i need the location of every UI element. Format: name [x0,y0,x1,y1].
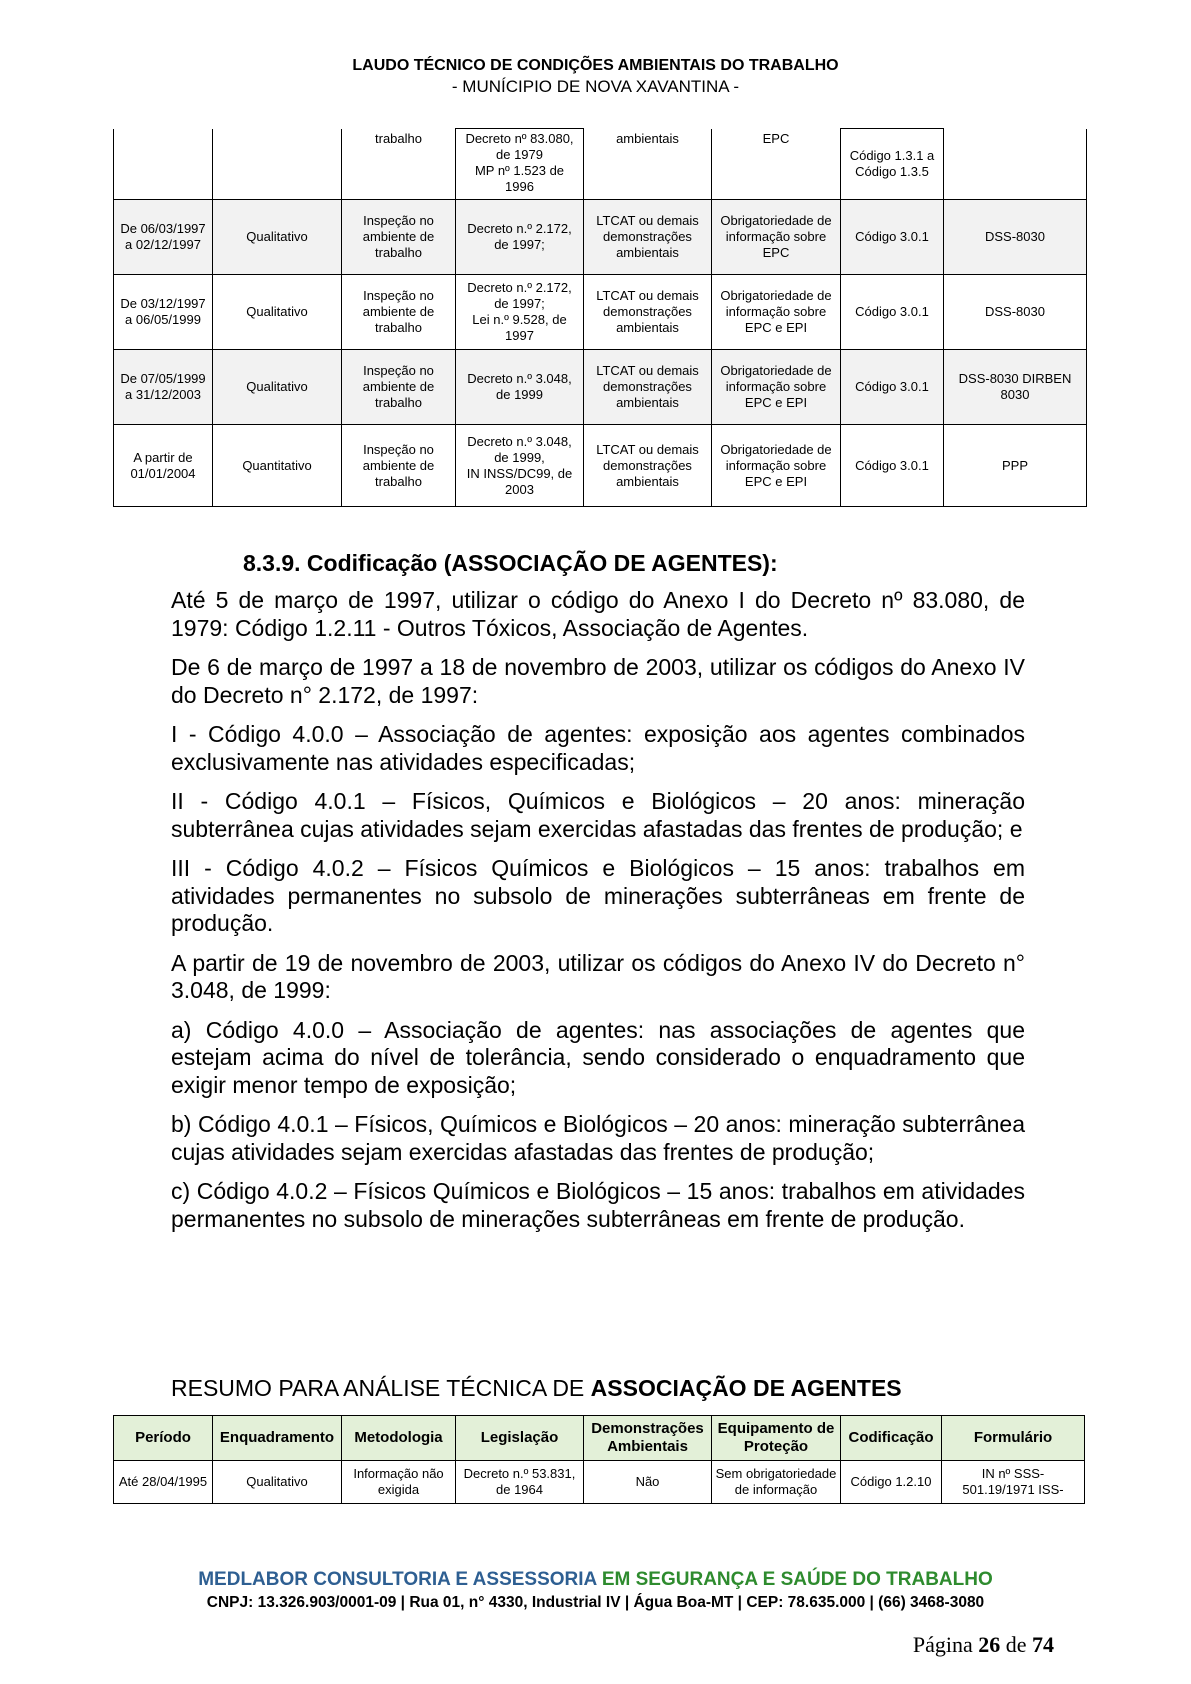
table-cell: Obrigatoriedade de informação sobre EPC e EPI [712,425,841,507]
table-cell: LTCAT ou demais demonstrações ambientais [584,275,712,350]
column-header: Codificação [841,1416,942,1461]
table-cell: Não [584,1461,712,1504]
table-cell: Obrigatoriedade de informação sobre EPC [712,200,841,275]
section-body [171,587,1025,1245]
table-cell: LTCAT ou demais demonstrações ambientais [584,200,712,275]
page-header [0,56,1191,98]
table-row [114,200,1087,275]
table-cell [944,129,1087,200]
table-cell: Obrigatoriedade de informação sobre EPC e EPI [712,350,841,425]
table-cell: Código 3.0.1 [841,350,944,425]
table-cell: Decreto n.º 53.831, de 1964 [456,1461,584,1504]
paragraph: De 6 de março de 1997 a 18 de novembro de 2003, utilizar os códigos do Anexo IV do Decreto n° 2.172, de 1997: [171,654,1025,708]
paragraph: b) Código 4.0.1 – Físicos, Químicos e Biológicos – 20 anos: mineração subterrânea cujas atividades sejam exercidas afastadas das frentes de produção; [171,1111,1025,1165]
periods-table [113,128,1087,507]
table-row [114,425,1087,507]
paragraph: A partir de 19 de novembro de 2003, utilizar os códigos do Anexo IV do Decreto n° 3.048, de 1999: [171,949,1025,1003]
paragraph: c) Código 4.0.2 – Físicos Químicos e Biológicos – 15 anos: trabalhos em atividades permanentes no subsolo de minerações subterrâneas em frente de produção. [171,1178,1025,1232]
table-cell: Inspeção no ambiente de trabalho [342,425,456,507]
table-cell: Decreto n.º 2.172, de 1997; [456,200,584,275]
column-header: Período [114,1416,213,1461]
table-cell: Qualitativo [213,275,342,350]
table-cell: Decreto nº 83.080, de 1979 MP nº 1.523 de 1996 [456,129,584,200]
table-cell: LTCAT ou demais demonstrações ambientais [584,425,712,507]
table-cell: DSS-8030 DIRBEN 8030 [944,350,1087,425]
table-cell: Código 1.3.1 a Código 1.3.5 [841,129,944,200]
table-cell: Decreto n.º 3.048, de 1999, IN INSS/DC99, de 2003 [456,425,584,507]
company-name [0,1568,1191,1592]
table-cell: trabalho [342,129,456,200]
summary-table [113,1415,1085,1504]
table-cell: De 07/05/1999 a 31/12/2003 [114,350,213,425]
table-cell [114,129,213,200]
table-cell: Código 1.2.10 [841,1461,942,1504]
paragraph: II - Código 4.0.1 – Físicos, Químicos e Biológicos – 20 anos: mineração subterrânea cujas atividades sejam exercidas afastadas das frentes de produção; e [171,788,1025,842]
page-label: Página [912,1632,979,1657]
table-cell: Qualitativo [213,350,342,425]
summary-heading-prefix: RESUMO PARA ANÁLISE TÉCNICA DE [171,1375,591,1401]
column-header: Formulário [942,1416,1085,1461]
page-number [913,1632,1054,1658]
table-cell: De 03/12/1997 a 06/05/1999 [114,275,213,350]
section-heading: 8.3.9. Codificação (ASSOCIAÇÃO DE AGENTES): [243,550,778,576]
summary-heading [171,1374,902,1402]
page-total: 74 [1032,1632,1054,1657]
table-cell: PPP [944,425,1087,507]
table-cell: IN nº SSS- 501.19/1971 ISS- [942,1461,1085,1504]
company-name-green: EM SEGURANÇA E SAÚDE DO TRABALHO [601,1569,993,1590]
summary-heading-bold: ASSOCIAÇÃO DE AGENTES [590,1375,902,1401]
table-cell: Código 3.0.1 [841,275,944,350]
column-header: Metodologia [342,1416,456,1461]
paragraph: Até 5 de março de 1997, utilizar o código do Anexo I do Decreto nº 83.080, de 1979: Código 1.2.11 - Outros Tóxicos, Associação de Agentes. [171,587,1025,641]
table-cell: Sem obrigatoriedade de informação [712,1461,841,1504]
table-cell: Até 28/04/1995 [114,1461,213,1504]
column-header: Equipamento de Proteção [712,1416,841,1461]
column-header: Demonstrações Ambientais [584,1416,712,1461]
table-cell: Código 3.0.1 [841,425,944,507]
table-cell: Inspeção no ambiente de trabalho [342,275,456,350]
column-header: Enquadramento [213,1416,342,1461]
company-address: CNPJ: 13.326.903/0001-09 | Rua 01, n° 4330, Industrial IV | Água Boa-MT | CEP: 78.635.000 | (66) 3468-3080 [206,1594,985,1611]
table-cell: Decreto n.º 3.048, de 1999 [456,350,584,425]
table-cell: A partir de 01/01/2004 [114,425,213,507]
table-cell: Qualitativo [213,1461,342,1504]
table-row [114,350,1087,425]
table-cell: Inspeção no ambiente de trabalho [342,200,456,275]
table-cell: DSS-8030 [944,275,1087,350]
table-header-row [114,1416,1085,1461]
paragraph: a) Código 4.0.0 – Associação de agentes: nas associações de agentes que estejam acima do nível de tolerância, sendo considerado o enquadramento que exigir menor tempo de exposição; [171,1016,1025,1098]
paragraph: I - Código 4.0.0 – Associação de agentes: exposição aos agentes combinados exclusivamente nas atividades especificadas; [171,721,1025,775]
table-cell: LTCAT ou demais demonstrações ambientais [584,350,712,425]
company-name-blue: MEDLABOR CONSULTORIA E ASSESSORIA [198,1569,602,1590]
page-footer [0,1568,1191,1614]
table-cell: Decreto n.º 2.172, de 1997; Lei n.º 9.528, de 1997 [456,275,584,350]
document-title: LAUDO TÉCNICO DE CONDIÇÕES AMBIENTAIS DO TRABALHO [352,57,839,74]
table-row [114,275,1087,350]
table-cell: Inspeção no ambiente de trabalho [342,350,456,425]
table-cell: Obrigatoriedade de informação sobre EPC e EPI [712,275,841,350]
table-cell: ambientais [584,129,712,200]
page-current: 26 [978,1632,1001,1657]
table-cell: DSS-8030 [944,200,1087,275]
table-row [114,129,1087,200]
table-cell: EPC [712,129,841,200]
column-header: Legislação [456,1416,584,1461]
municipality-subtitle: - MUNÍCIPIO DE NOVA XAVANTINA - [451,77,740,96]
table-cell [213,129,342,200]
table-cell: Quantitativo [213,425,342,507]
page-of: de [1000,1632,1032,1657]
table-cell: Informação não exigida [342,1461,456,1504]
table-cell: Qualitativo [213,200,342,275]
table-cell: De 06/03/1997 a 02/12/1997 [114,200,213,275]
paragraph: III - Código 4.0.2 – Físicos Químicos e Biológicos – 15 anos: trabalhos em atividades permanentes no subsolo de minerações subterrâneas em frente de produção. [171,855,1025,936]
table-row [114,1461,1085,1504]
table-cell: Código 3.0.1 [841,200,944,275]
